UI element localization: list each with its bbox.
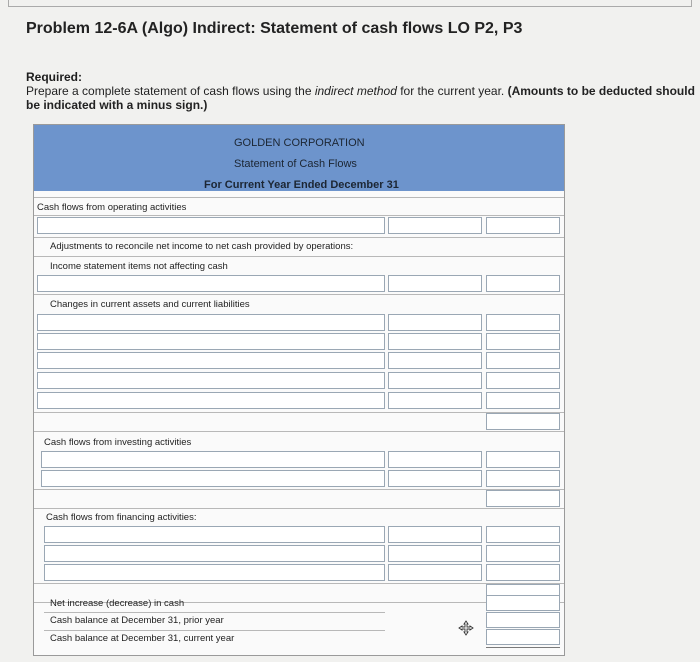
investing-activities-label: Cash flows from investing activities [44,437,192,448]
prior-balance-total-input[interactable] [486,612,560,628]
adjustments-label: Adjustments to reconcile net income to net cash provided by operations: [50,241,354,252]
amount-input[interactable] [388,564,482,581]
row-divider [44,630,385,631]
total-input[interactable] [486,470,560,487]
line-item-input[interactable] [41,470,385,487]
amount-input[interactable] [388,275,482,292]
instructions [26,84,700,112]
total-input[interactable] [486,451,560,468]
financing-activities-label: Cash flows from financing activities: [46,512,197,523]
company-name: GOLDEN CORPORATION [234,137,365,149]
line-item-input[interactable] [37,275,385,292]
operating-activities-label: Cash flows from operating activities [37,202,187,213]
amount-input[interactable] [388,545,482,562]
move-cursor-icon [458,620,474,636]
line-item-input[interactable] [44,526,385,543]
double-underline [486,647,560,648]
amount-input[interactable] [388,372,482,389]
amount-input[interactable] [388,526,482,543]
line-item-input[interactable] [37,392,385,409]
required-label: Required: [26,70,83,84]
amount-input[interactable] [388,470,482,487]
top-border [8,0,692,7]
line-item-input[interactable] [41,451,385,468]
row-divider [34,237,564,238]
instructions-text-after: for the current year. [396,84,508,98]
row-divider [34,215,564,216]
row-divider [44,612,385,613]
line-item-input[interactable] [37,352,385,369]
row-divider [34,489,564,490]
problem-title: Problem 12-6A (Algo) Indirect: Statement of cash flows LO P2, P3 [26,20,523,37]
row-divider [34,431,564,432]
row-divider [34,294,564,295]
line-item-input[interactable] [37,217,385,234]
total-input[interactable] [486,392,560,409]
total-input[interactable] [486,413,560,430]
amount-input[interactable] [388,392,482,409]
statement-period: For Current Year Ended December 31 [204,179,399,191]
row-divider [34,197,564,198]
total-input[interactable] [486,526,560,543]
amount-input[interactable] [388,333,482,350]
line-item-input[interactable] [44,564,385,581]
instructions-italic: indirect method [314,84,397,98]
net-change-label: Net increase (decrease) in cash [50,598,185,609]
total-input[interactable] [486,545,560,562]
working-capital-label: Changes in current assets and current liabilities [50,299,250,310]
current-balance-label: Cash balance at December 31, current year [50,633,235,644]
line-item-input[interactable] [37,372,385,389]
non-cash-items-label: Income statement items not affecting cash [50,261,228,272]
current-balance-total-input[interactable] [486,629,560,645]
instructions-bold-note: (Amounts to be deducted should be indicated with a minus sign.) [26,84,695,112]
row-divider [34,508,564,509]
total-input[interactable] [486,490,560,507]
amount-input[interactable] [388,217,482,234]
cash-flow-statement-sheet [33,124,565,656]
statement-name: Statement of Cash Flows [234,158,357,170]
row-divider [34,583,564,584]
amount-input[interactable] [388,352,482,369]
total-input[interactable] [486,372,560,389]
total-input[interactable] [486,333,560,350]
amount-input[interactable] [388,451,482,468]
row-divider [34,412,564,413]
prior-balance-label: Cash balance at December 31, prior year [50,615,224,626]
total-input[interactable] [486,217,560,234]
net-change-total-input[interactable] [486,595,560,611]
instructions-text-before: Prepare a complete statement of cash flows using the [26,84,315,98]
line-item-input[interactable] [37,333,385,350]
amount-input[interactable] [388,314,482,331]
total-input[interactable] [486,352,560,369]
total-input[interactable] [486,564,560,581]
line-item-input[interactable] [44,545,385,562]
total-input[interactable] [486,275,560,292]
total-input[interactable] [486,314,560,331]
row-divider [34,256,564,257]
line-item-input[interactable] [37,314,385,331]
